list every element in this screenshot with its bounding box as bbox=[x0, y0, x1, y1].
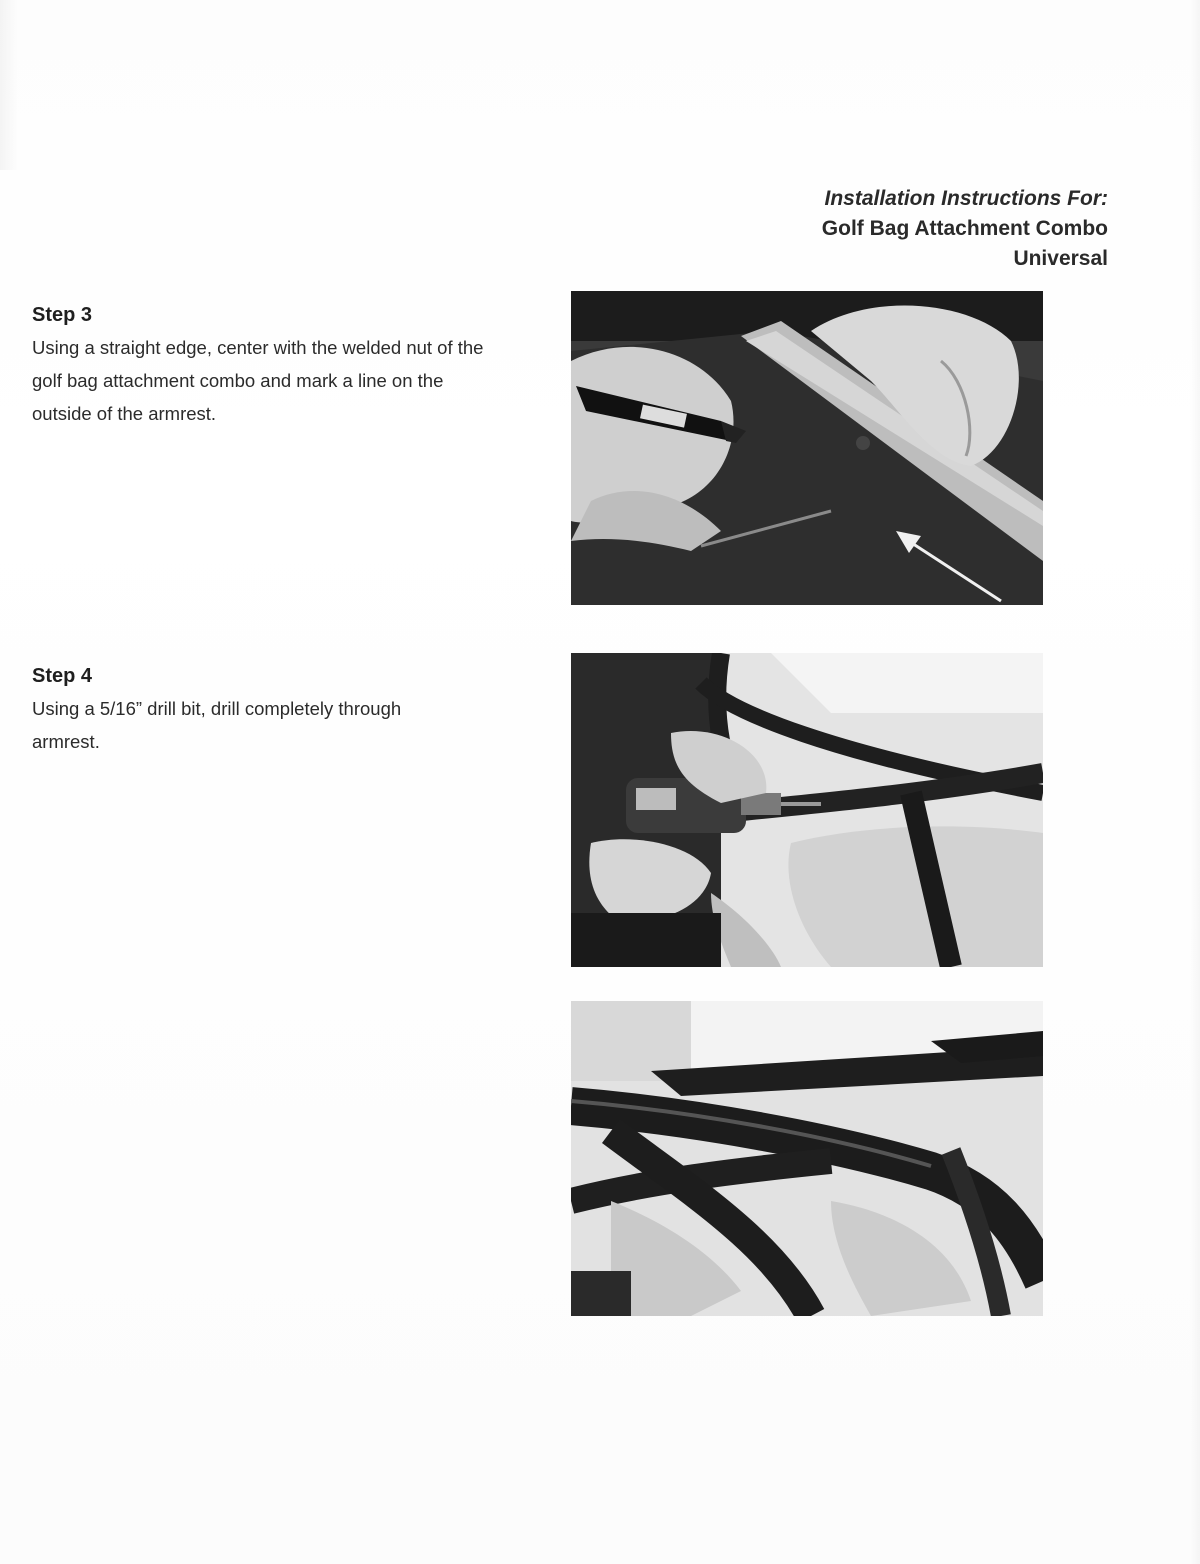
header-product-line: Golf Bag Attachment Combo bbox=[821, 217, 1108, 240]
photo-drilling-armrest-image bbox=[571, 653, 1043, 967]
step-4-text bbox=[32, 692, 552, 758]
step-3-text-line: golf bag attachment combo and mark a line on the bbox=[32, 370, 444, 391]
step-4-text-line: armrest. bbox=[32, 731, 100, 752]
photo-armrest-frame-image bbox=[571, 1001, 1043, 1316]
step-3-text-line: Using a straight edge, center with the welded nut of the bbox=[32, 337, 484, 358]
photo-marking-armrest-image bbox=[571, 291, 1043, 605]
step-4-section bbox=[32, 665, 552, 758]
step-3-text-line: outside of the armrest. bbox=[32, 403, 217, 424]
scan-shadow-left bbox=[0, 0, 18, 170]
step-3-section bbox=[32, 304, 552, 430]
document-header bbox=[822, 184, 1108, 274]
step-3-text bbox=[32, 331, 552, 430]
step-3-title: Step 3 bbox=[32, 304, 93, 326]
header-variant-line: Universal bbox=[1013, 247, 1108, 270]
step-4-title: Step 4 bbox=[32, 665, 93, 687]
scan-shadow-right bbox=[1190, 0, 1200, 1564]
header-title-line: Installation Instructions For: bbox=[824, 187, 1108, 210]
photo-marking-armrest bbox=[571, 291, 1043, 605]
step-4-text-line: Using a 5/16” drill bit, drill completely through bbox=[32, 698, 402, 719]
photo-armrest-frame bbox=[571, 1001, 1043, 1316]
photo-drilling-armrest bbox=[571, 653, 1043, 967]
